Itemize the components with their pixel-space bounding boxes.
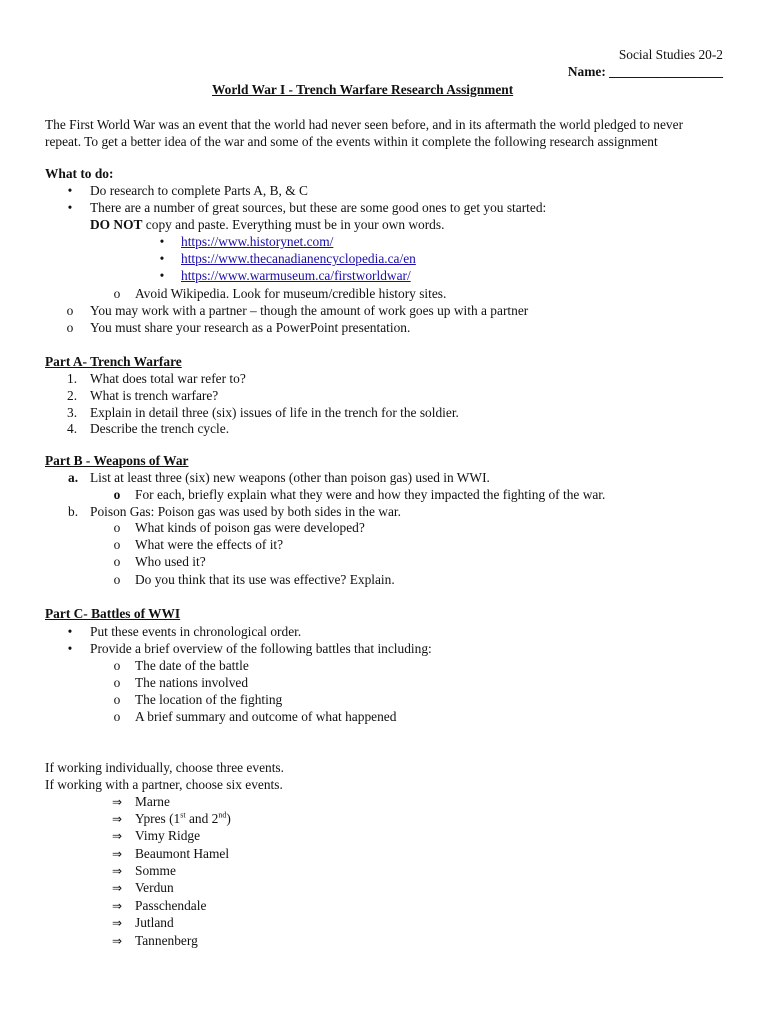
arrow-right-icon: ⇒ [112,829,123,843]
list-item: • Put these events in chronological order. [65,623,301,640]
bullet-icon: • [67,183,73,198]
bullet-icon: • [159,234,165,249]
what-to-do-heading: What to do: [45,166,114,181]
page-title: World War I - Trench Warfare Research Assignment [212,82,514,97]
list-item: o What kinds of poison gas were developed? [113,520,365,535]
circle-bullet-icon: o [113,692,121,707]
list-item: • There are a number of great sources, but these are some good ones to get you started: [65,199,546,216]
arrow-right-icon: ⇒ [112,847,123,861]
circle-bullet-icon: o [113,675,121,690]
intro-line-1: The First World War was an event that the world had never seen before, and in its aftermath the world pledged to never [45,117,684,132]
list-item: o A brief summary and outcome of what happened [113,709,397,724]
list-item: o Avoid Wikipedia. Look for museum/credible history sites. [113,286,447,301]
bullet-icon: • [159,268,165,283]
do-not-note: DO NOT copy and paste. Everything must be in your own words. [90,217,445,232]
list-item: 4. Describe the trench cycle. [67,421,230,436]
battle-item: ⇒ Tannenberg [112,932,198,950]
circle-bullet-icon: o [113,572,121,587]
choose-individual: If working individually, choose three events. [45,760,284,775]
historynet-link[interactable]: https://www.historynet.com/ [181,234,334,249]
list-item: o For each, briefly explain what they were and how they impacted the fighting of the war. [113,487,606,502]
list-item: o You may work with a partner – though the amount of work goes up with a partner [66,303,529,318]
circle-bullet-icon: o [113,520,121,535]
battle-item: ⇒ Ypres (1st and 2nd) [112,810,231,828]
bullet-icon: • [159,251,165,266]
list-item: o The location of the fighting [113,692,283,707]
part-c-heading: Part C- Battles of WWI [45,606,181,621]
circle-bullet-icon: o [113,658,121,673]
battle-item: ⇒ Vimy Ridge [112,827,200,845]
list-item: 3. Explain in detail three (six) issues of life in the trench for the soldier. [67,405,459,420]
battle-item: ⇒ Verdun [112,879,174,897]
part-b-heading: Part B - Weapons of War [45,453,189,468]
list-item: b. Poison Gas: Poison gas was used by both sides in the war. [68,504,401,519]
name-label: Name: [567,64,606,79]
source-link-item [157,267,411,284]
part-a-heading: Part A- Trench Warfare [45,354,182,369]
circle-bullet-icon: o [113,554,121,569]
list-item: o The nations involved [113,675,249,690]
battle-item: ⇒ Jutland [112,914,174,932]
list-item: 2. What is trench warfare? [67,388,219,403]
list-item: o The date of the battle [113,658,249,673]
circle-bullet-icon: o [66,320,74,335]
warmuseum-link[interactable]: https://www.warmuseum.ca/firstworldwar/ [181,268,411,283]
arrow-right-icon: ⇒ [112,864,123,878]
source-link-item [157,250,416,267]
list-item: o Do you think that its use was effective? Explain. [113,572,395,587]
arrow-right-icon: ⇒ [112,795,123,809]
name-blank: _________________ [609,64,723,79]
battle-item: ⇒ Beaumont Hamel [112,845,229,863]
list-item: • Do research to complete Parts A, B, & C [65,182,308,199]
canadian-encyclopedia-link[interactable]: https://www.thecanadianencyclopedia.ca/en [181,251,416,266]
circle-bullet-icon: o [66,303,74,318]
list-item: o You must share your research as a PowerPoint presentation. [66,320,411,335]
battle-item: ⇒ Passchendale [112,897,206,915]
course-label: Social Studies 20-2 [618,47,723,62]
circle-bullet-icon: o [113,286,121,301]
list-item: a. List at least three (six) new weapons (other than poison gas) used in WWI. [68,470,490,485]
name-field [568,63,723,80]
battle-item: ⇒ Somme [112,862,176,880]
arrow-right-icon: ⇒ [112,934,123,948]
choose-partner: If working with a partner, choose six events. [45,777,283,792]
bullet-icon: • [67,200,73,215]
arrow-right-icon: ⇒ [112,812,123,826]
arrow-right-icon: ⇒ [112,881,123,895]
bullet-icon: • [67,641,73,656]
list-item: o What were the effects of it? [113,537,284,552]
source-link-item [157,233,333,250]
arrow-right-icon: ⇒ [112,916,123,930]
circle-bullet-icon: o [113,537,121,552]
arrow-right-icon: ⇒ [112,899,123,913]
circle-bullet-icon: o [113,487,121,502]
list-item: • Provide a brief overview of the following battles that including: [65,640,432,657]
list-item: 1. What does total war refer to? [67,371,246,386]
bullet-icon: • [67,624,73,639]
intro-line-2: repeat. To get a better idea of the war and some of the events within it complete the following research assignment [45,134,658,149]
list-item: o Who used it? [113,554,206,569]
circle-bullet-icon: o [113,709,121,724]
battle-item: ⇒ Marne [112,793,170,811]
